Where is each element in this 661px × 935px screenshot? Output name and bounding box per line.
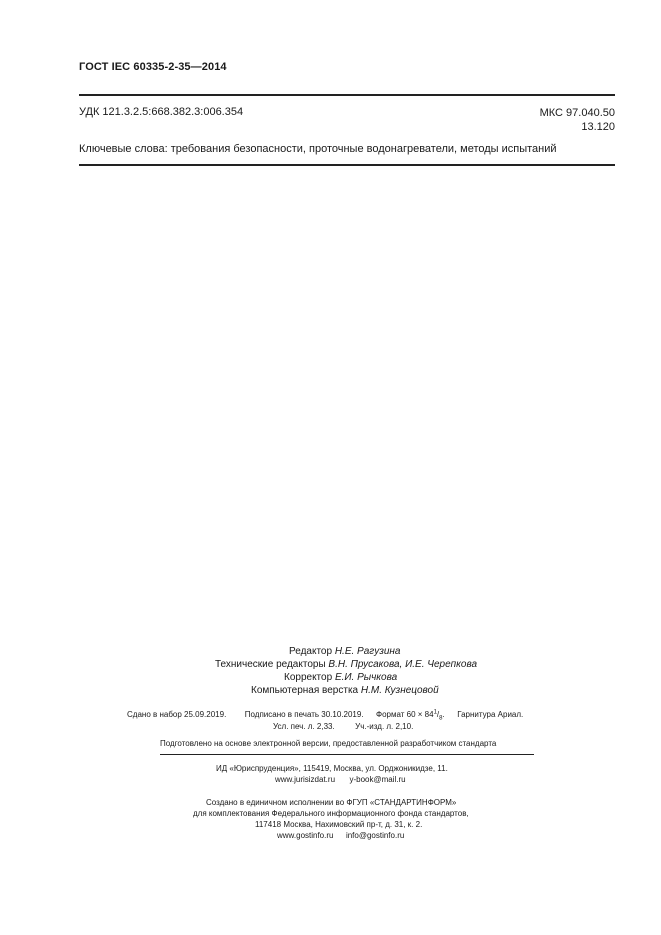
paper-format: Формат $60 \times 84^1/_8$. <box>376 709 445 722</box>
udk-code: УДК 121.3.2.5:668.382.3:006.354 <box>79 106 244 118</box>
print-sheets: Усл. печ. л. 2,33. <box>273 722 335 731</box>
producer-line-3: 117418 Москва, Нахимовский пр-т, д. 31, к. 2. <box>255 820 423 829</box>
corrector-line <box>284 672 397 683</box>
prepared-note: Подготовлено на основе электронной версии, предоставленной разработчиком стандарта <box>160 739 497 748</box>
format-numerator: 1 <box>433 709 437 716</box>
producer-email: info@gostinfo.ru <box>345 831 405 840</box>
keywords-divider <box>79 164 615 166</box>
format-denominator: 8 <box>439 715 443 722</box>
format-prefix: Формат 60 × 84 <box>376 710 434 719</box>
mks-line-2: 13.120 <box>581 121 615 133</box>
corrector-name: Е.И. Рычкова <box>334 672 398 683</box>
editor-line <box>289 646 401 657</box>
producer-site: www.gostinfo.ru <box>277 831 334 840</box>
keywords-line: Ключевые слова: требования безопасности, проточные водонагреватели, методы испытаний <box>79 143 557 155</box>
editor-name: Н.Е. Рагузина <box>334 646 401 657</box>
publication-sheets: Уч.-изд. л. 2,10. <box>355 722 414 731</box>
producer-contacts <box>277 831 404 840</box>
standard-code: ГОСТ IEC 60335-2-35—2014 <box>79 61 227 73</box>
sent-date: Сдано в набор 25.09.2019. <box>127 710 227 719</box>
publisher-address: ИД «Юриспруденция», 115419, Москва, ул. Орджоникидзе, 11. <box>216 764 448 773</box>
corrector-role: Корректор <box>284 672 333 683</box>
producer-line-2: для комплектования Федерального информационного фонда стандартов, <box>193 809 469 818</box>
mks-code <box>540 106 615 134</box>
top-divider <box>79 94 615 96</box>
layout-role: Компьютерная верстка <box>251 685 359 696</box>
publisher-email: y-book@mail.ru <box>349 775 406 784</box>
signed-date: Подписано в печать 30.10.2019. <box>244 710 364 719</box>
tech-role: Технические редакторы <box>215 659 326 670</box>
typeface: Гарнитура Ариал. <box>457 710 524 719</box>
publisher-site: www.jurisizdat.ru <box>275 775 336 784</box>
publisher-contacts <box>275 775 406 784</box>
editor-role: Редактор <box>289 646 333 657</box>
mks-line-1: МКС 97.040.50 <box>539 107 615 119</box>
layout-name: Н.М. Кузнецовой <box>360 685 439 696</box>
print-info-line-2 <box>273 722 413 731</box>
bottom-divider <box>160 754 534 755</box>
producer-line-1: Создано в единичном исполнении во ФГУП «СТАНДАРТИНФОРМ» <box>206 798 457 807</box>
layout-line <box>251 685 439 696</box>
print-info-line-1 <box>127 709 524 722</box>
tech-editors-line <box>215 659 477 670</box>
tech-names: В.Н. Прусакова, И.Е. Черепкова <box>328 659 478 670</box>
